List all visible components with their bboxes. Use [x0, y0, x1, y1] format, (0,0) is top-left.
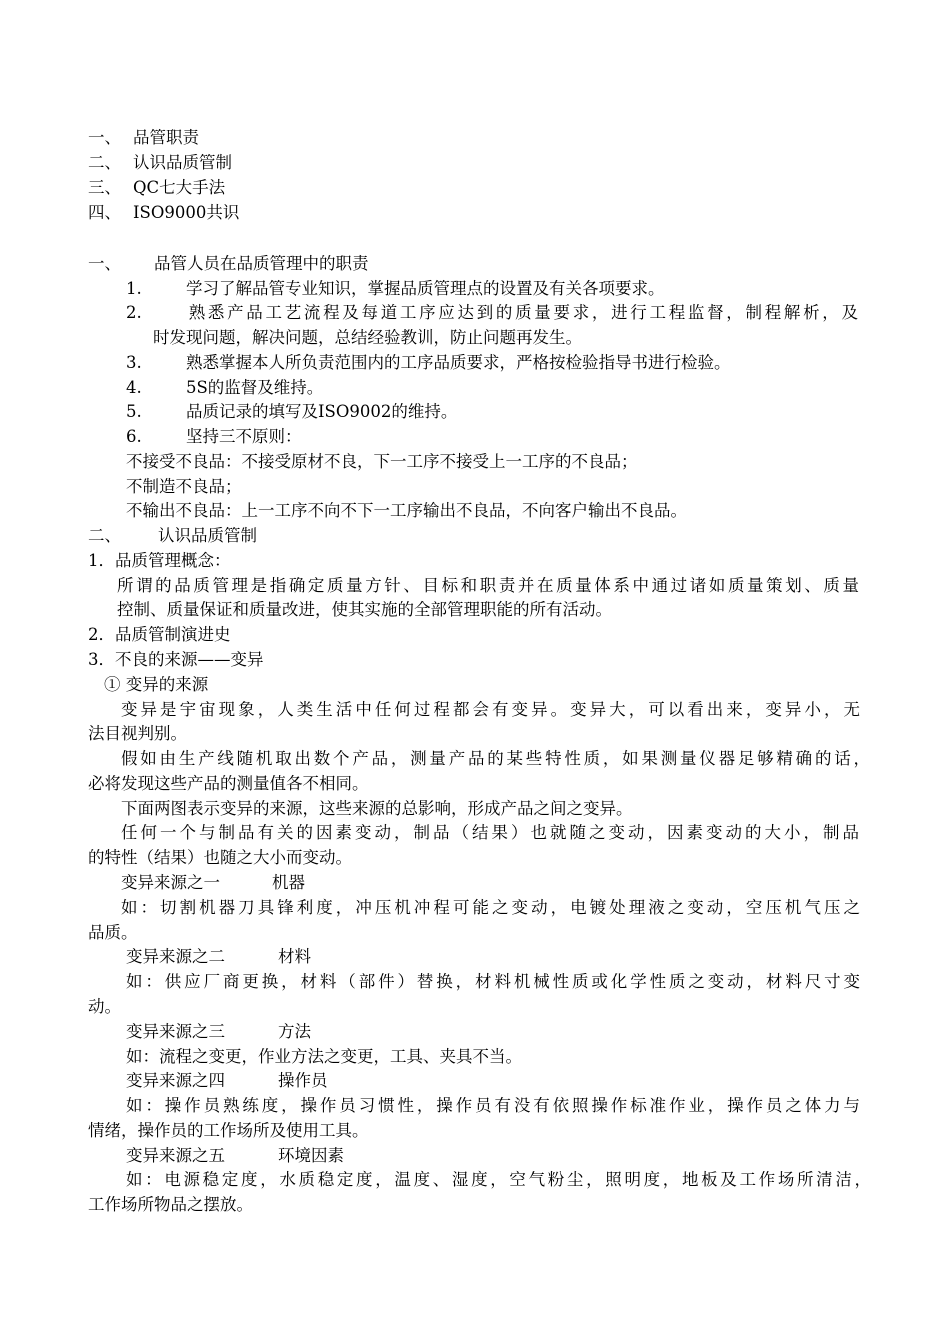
item-text: 学习了解品管专业知识，掌握品质管理点的设置及有关各项要求。 — [186, 279, 665, 298]
variation-source-name: 环境因素 — [278, 1146, 344, 1165]
toc-text: 认识品质管制 — [133, 153, 232, 172]
variation-source-heading — [126, 946, 311, 968]
subheading: 2．品质管制演进史 — [88, 625, 231, 644]
section-heading — [88, 253, 369, 275]
section-heading — [88, 525, 257, 547]
paragraph-line: 如：供应厂商更换，材料（部件）替换，材料机械性质或化学性质之变动，材料尺寸变 — [126, 972, 860, 991]
section-number: 二、 — [88, 526, 121, 545]
paragraph-line: 情绪，操作员的工作场所及使用工具。 — [88, 1121, 369, 1140]
item-number: 3. — [126, 353, 142, 372]
subheading: 3．不良的来源——变异 — [88, 650, 264, 669]
toc-number: 一、 — [88, 128, 121, 147]
item-number: 1. — [126, 279, 142, 298]
paragraph-line: 动。 — [88, 997, 121, 1016]
variation-source-heading — [126, 1070, 328, 1092]
paragraph-line: 法目视判别。 — [88, 724, 187, 743]
paragraph-line: 工作场所物品之摆放。 — [88, 1195, 253, 1214]
toc-item — [88, 152, 232, 174]
list-item — [126, 352, 731, 374]
paragraph-line: 任何一个与制品有关的因素变动，制品（结果）也就随之变动，因素变动的大小，制品 — [121, 823, 859, 842]
item-number: 2. — [126, 303, 142, 322]
item-text: 5S的监督及维持。 — [186, 378, 324, 397]
paragraph-line: 如：切割机器刀具锋利度，冲压机冲程可能之变动，电镀处理液之变动，空压机气压之 — [121, 898, 860, 917]
variation-source-heading — [126, 1021, 311, 1043]
variation-source-label: 变异来源之三 — [126, 1022, 225, 1041]
variation-source-label: 变异来源之一 — [121, 873, 220, 892]
paragraph-line: 控制、质量保证和质量改进，使其实施的全部管理职能的所有活动。 — [117, 600, 612, 619]
list-item-continuation: 时发现问题，解决问题，总结经验教训，防止问题再发生。 — [153, 328, 582, 347]
list-item — [126, 302, 858, 324]
toc-text: QC七大手法 — [133, 178, 226, 197]
toc-item — [88, 202, 239, 224]
toc-item — [88, 127, 199, 149]
item-number: 5. — [126, 402, 142, 421]
item-number: 6. — [126, 427, 142, 446]
list-item — [126, 426, 302, 448]
paragraph-line: 如：电源稳定度，水质稳定度，温度、湿度，空气粉尘，照明度，地板及工作场所清洁， — [126, 1170, 871, 1189]
principle-text: 不制造不良品； — [126, 477, 242, 496]
paragraph-line: 下面两图表示变异的来源，这些来源的总影响，形成产品之间之变异。 — [121, 799, 633, 818]
list-item — [126, 278, 665, 300]
variation-source-name: 机器 — [272, 873, 305, 892]
variation-source-label: 变异来源之四 — [126, 1071, 225, 1090]
variation-source-label: 变异来源之五 — [126, 1146, 225, 1165]
item-number: 4. — [126, 378, 142, 397]
paragraph-line: 如：操作员熟练度，操作员习惯性，操作员有没有依照操作标准作业，操作员之体力与 — [126, 1096, 860, 1115]
paragraph-line: 的特性（结果）也随之大小而变动。 — [88, 848, 352, 867]
subheading: 1．品质管理概念： — [88, 551, 231, 570]
variation-source-name: 操作员 — [278, 1071, 328, 1090]
subheading: ① 变异的来源 — [104, 675, 209, 694]
item-text: 熟悉掌握本人所负责范围内的工序品质要求，严格按检验指导书进行检验。 — [186, 353, 731, 372]
variation-source-heading — [121, 872, 305, 894]
item-text: 熟悉产品工艺流程及每道工序应达到的质量要求，进行工程监督，制程解析，及 — [186, 303, 858, 322]
item-text: 品质记录的填写及ISO9002的维持。 — [186, 402, 458, 421]
variation-source-name: 方法 — [278, 1022, 311, 1041]
paragraph-line: 品质。 — [88, 923, 138, 942]
paragraph-line: 必将发现这些产品的测量值各不相同。 — [88, 774, 369, 793]
principle-text: 不输出不良品：上一工序不向不下一工序输出不良品，不向客户输出不良品。 — [126, 501, 687, 520]
toc-text: ISO9000共识 — [133, 203, 240, 222]
list-item — [126, 401, 457, 423]
toc-item — [88, 177, 225, 199]
variation-source-label: 变异来源之二 — [126, 947, 225, 966]
toc-number: 三、 — [88, 178, 121, 197]
paragraph-line: 所谓的品质管理是指确定质量方针、目标和职责并在质量体系中通过诸如质量策划、质量 — [117, 576, 859, 595]
variation-source-heading — [126, 1145, 344, 1167]
item-text: 坚持三不原则： — [186, 427, 302, 446]
section-title: 认识品质管制 — [158, 526, 257, 545]
section-title: 品管人员在品质管理中的职责 — [154, 254, 369, 273]
section-number: 一、 — [88, 254, 121, 273]
principle-text: 不接受不良品：不接受原材不良，下一工序不接受上一工序的不良品； — [126, 452, 638, 471]
list-item — [126, 377, 323, 399]
paragraph-line: 假如由生产线随机取出数个产品，测量产品的某些特性质，如果测量仪器足够精确的话， — [121, 749, 870, 768]
toc-number: 二、 — [88, 153, 121, 172]
toc-text: 品管职责 — [133, 128, 199, 147]
variation-source-name: 材料 — [278, 947, 311, 966]
paragraph-line: 如：流程之变更，作业方法之变更，工具、夹具不当。 — [126, 1047, 522, 1066]
paragraph-line: 变异是宇宙现象，人类生活中任何过程都会有变异。变异大，可以看出来，变异小，无 — [121, 700, 860, 719]
toc-number: 四、 — [88, 203, 121, 222]
